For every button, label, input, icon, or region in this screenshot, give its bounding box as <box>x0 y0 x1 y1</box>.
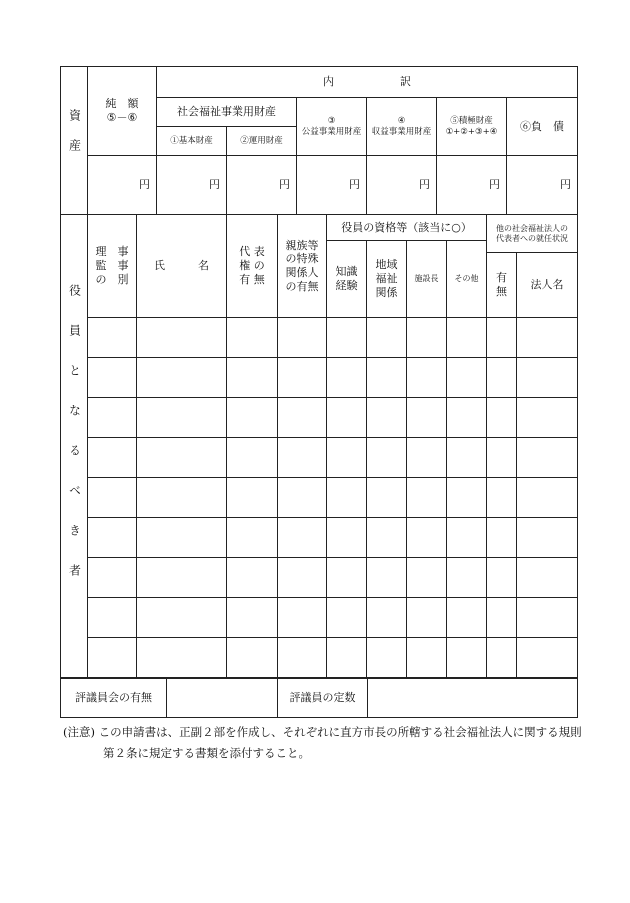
liabilities-header: ⑥負 債 <box>507 98 578 156</box>
council-presence-value[interactable] <box>167 679 278 718</box>
assets-table <box>60 66 578 215</box>
role-header: 理 事 監 事 の 別 <box>88 215 137 318</box>
officers-table <box>60 214 578 678</box>
knowledge-header: 知識 経験 <box>327 241 367 318</box>
note-text: (注意) この申請書は、正副２部を作成し、それぞれに直方市長の所轄する社会福祉法人に関する規則第２条に規定する書類を添付すること。 <box>63 725 582 760</box>
council-table <box>60 678 578 718</box>
note <box>63 722 583 764</box>
operating-assets-header: ②運用財産 <box>227 127 297 156</box>
yen-basic: 円 <box>157 156 227 215</box>
other-header: その他 <box>447 241 487 318</box>
table-row <box>61 398 578 438</box>
yen-liabilities: 円 <box>507 156 578 215</box>
qualification-header: 役員の資格等（該当に○） <box>327 215 487 241</box>
facility-head-header: 施設長 <box>407 241 447 318</box>
profit-business-header: ④ 収益事業用財産 <box>367 98 437 156</box>
net-amount-header: 純 額 ⑤－⑥ <box>88 67 157 156</box>
officers-section-label: 役員となるべき者 <box>61 215 88 678</box>
basic-assets-header: ①基本財産 <box>157 127 227 156</box>
social-welfare-assets-header: 社会福祉事業用財産 <box>157 98 297 127</box>
corp-name-header: 法人名 <box>517 253 578 318</box>
name-header: 氏 名 <box>137 215 227 318</box>
public-interest-header: ③ 公益事業用財産 <box>297 98 367 156</box>
council-fixed-number-label: 評議員の定数 <box>278 679 368 718</box>
representative-header: 代 表 権 の 有 無 <box>227 215 278 318</box>
yen-profit: 円 <box>367 156 437 215</box>
other-corp-header: 他の社会福祉法人の 代表者への就任状況 <box>487 215 578 253</box>
relatives-header: 親族等 の特殊 関係人 の有無 <box>278 215 327 318</box>
yen-net: 円 <box>88 156 157 215</box>
table-row <box>61 438 578 478</box>
table-row <box>61 598 578 638</box>
table-row <box>61 558 578 598</box>
table-row <box>61 358 578 398</box>
council-fixed-number-value[interactable] <box>368 679 578 718</box>
yen-public: 円 <box>297 156 367 215</box>
table-row <box>61 318 578 358</box>
yen-positive: 円 <box>437 156 507 215</box>
council-presence-label: 評議員会の有無 <box>61 679 167 718</box>
local-welfare-header: 地域 福祉 関係 <box>367 241 407 318</box>
breakdown-header: 内 訳 <box>157 67 578 98</box>
table-row <box>61 638 578 678</box>
presence-header: 有 無 <box>487 253 517 318</box>
table-row <box>61 478 578 518</box>
yen-operating: 円 <box>227 156 297 215</box>
table-row <box>61 518 578 558</box>
positive-assets-header: ⑤積極財産 ①+②+③+④ <box>437 98 507 156</box>
assets-section-label: 資産 <box>61 67 88 215</box>
